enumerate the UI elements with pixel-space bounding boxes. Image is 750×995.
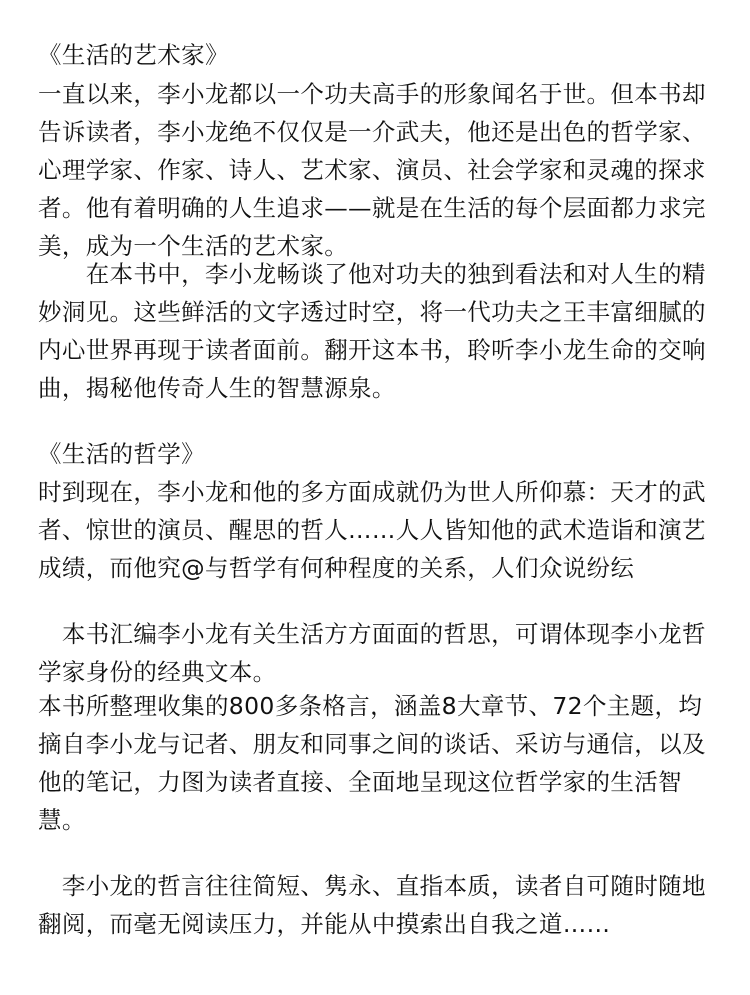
paragraph-line: 告诉读者，李小龙绝不仅仅是一介武夫，他还是出色的哲学家、 — [38, 118, 706, 146]
paragraph-line: 内心世界再现于读者面前。翻开这本书，聆听李小龙生命的交响 — [38, 336, 706, 364]
paragraph-line: 成绩，而他究@与哲学有何种程度的关系，人们众说纷纭 — [38, 554, 635, 582]
paragraph-line: 一直以来，李小龙都以一个功夫高手的形象闻名于世。但本书却 — [38, 80, 706, 108]
paragraph-line: 李小龙的哲言往往简短、隽永、直指本质，读者自可随时随地 — [38, 872, 706, 900]
paragraph-line: 翻阅，而毫无阅读压力，并能从中摸索出自我之道…… — [38, 910, 611, 938]
paragraph-line: 本书汇编李小龙有关生活方方面面的哲思，可谓体现李小龙哲 — [38, 620, 706, 648]
paragraph-line: 学家身份的经典文本。 — [38, 658, 277, 686]
paragraph-line: 在本书中，李小龙畅谈了他对功夫的独到看法和对人生的精 — [38, 260, 706, 288]
paragraph-line: 他的笔记，力图为读者直接、全面地呈现这位哲学家的生活智 — [38, 768, 682, 796]
paragraph-line: 时到现在，李小龙和他的多方面成就仍为世人所仰慕：天才的武 — [38, 478, 706, 506]
paragraph-line: 美，成为一个生活的艺术家。 — [38, 232, 349, 260]
paragraph-line: 慧。 — [38, 806, 86, 834]
paragraph-line: 者。他有着明确的人生追求——就是在生活的每个层面都力求完 — [38, 194, 706, 222]
section-title: 《生活的哲学》 — [38, 440, 205, 468]
paragraph-line: 摘自李小龙与记者、朋友和同事之间的谈话、采访与通信，以及 — [38, 730, 706, 758]
section-title: 《生活的艺术家》 — [38, 41, 229, 69]
paragraph-line: 曲，揭秘他传奇人生的智慧源泉。 — [38, 374, 396, 402]
paragraph-line: 心理学家、作家、诗人、艺术家、演员、社会学家和灵魂的探求 — [38, 156, 706, 184]
paragraph-line: 本书所整理收集的800多条格言，涵盖8大章节、72个主题，均 — [38, 692, 703, 720]
paragraph-line: 者、惊世的演员、醒思的哲人……人人皆知他的武术造诣和演艺 — [38, 516, 706, 544]
paragraph-line: 妙洞见。这些鲜活的文字透过时空，将一代功夫之王丰富细腻的 — [38, 298, 706, 326]
